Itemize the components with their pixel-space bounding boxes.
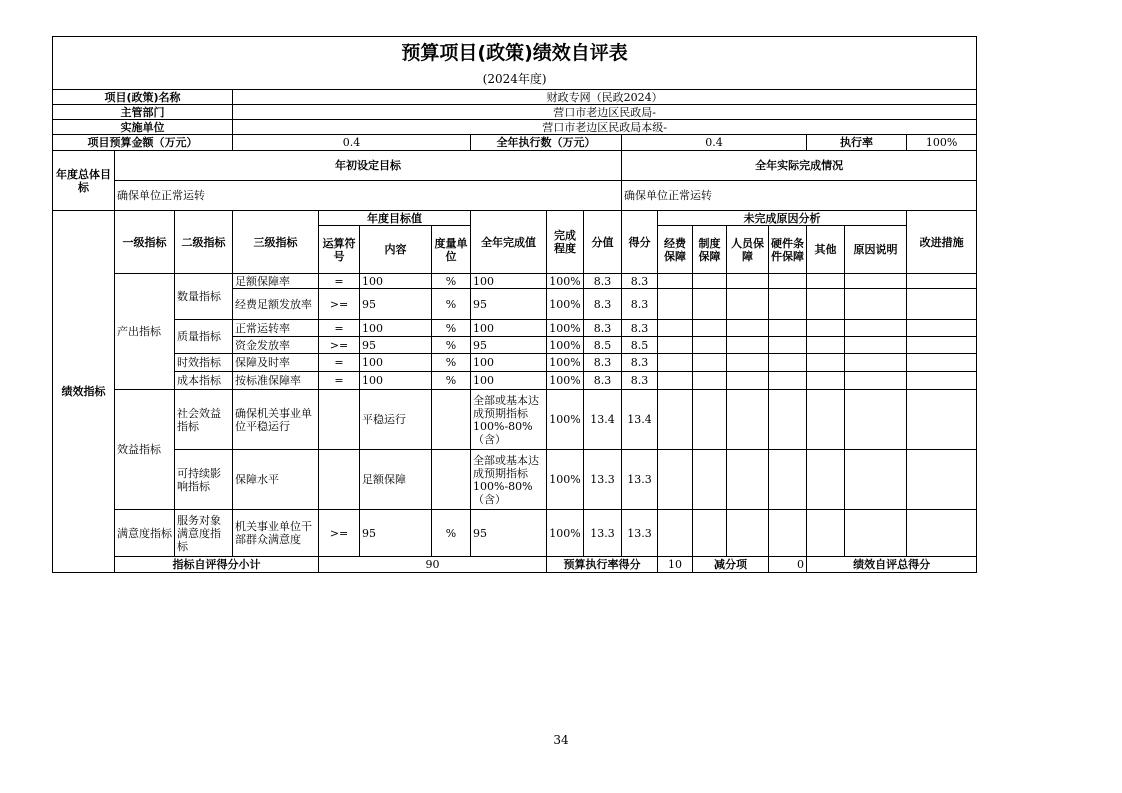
operator-cell: = — [319, 372, 360, 390]
deduction-value: 0 — [769, 557, 807, 573]
dept-label: 主管部门 — [53, 105, 233, 120]
score-cell: 8.3 — [622, 354, 658, 372]
content-cell: 平稳运行 — [360, 390, 432, 450]
score-value-cell: 8.5 — [584, 337, 622, 354]
header-reason-other: 其他 — [807, 226, 845, 274]
completion-cell: 100% — [547, 320, 584, 337]
unit-cell — [432, 450, 471, 510]
level3-cell: 正常运转率 — [233, 320, 319, 337]
score-cell: 8.3 — [622, 372, 658, 390]
level2-cell: 可持续影响指标 — [175, 450, 233, 510]
level3-cell: 保障及时率 — [233, 354, 319, 372]
form-title: 预算项目(政策)绩效自评表 — [53, 37, 977, 70]
header-completion: 完成程度 — [547, 211, 584, 274]
score-value-cell: 13.3 — [584, 450, 622, 510]
table-row — [53, 390, 977, 450]
score-value-cell: 8.3 — [584, 289, 622, 320]
done-cell: 100 — [471, 372, 547, 390]
done-cell: 100 — [471, 320, 547, 337]
header-reason-funding: 经费保障 — [658, 226, 693, 274]
self-evaluation-form — [52, 36, 977, 587]
header-operator: 运算符号 — [319, 226, 360, 274]
content-cell: 足额保障 — [360, 450, 432, 510]
header-reasons: 未完成原因分析 — [658, 211, 907, 226]
level3-cell: 按标准保障率 — [233, 372, 319, 390]
project-name-value: 财政专网（民政2024） — [233, 90, 977, 105]
level2-cell: 数量指标 — [175, 274, 233, 320]
header-reason-explain: 原因说明 — [845, 226, 907, 274]
completion-cell: 100% — [547, 354, 584, 372]
evaluation-table — [52, 36, 977, 573]
done-cell: 95 — [471, 510, 547, 557]
level2-cell: 服务对象满意度指标 — [175, 510, 233, 557]
budget-rate-score-value: 10 — [658, 557, 693, 573]
done-cell: 95 — [471, 289, 547, 320]
initial-goal-value: 确保单位正常运转 — [115, 181, 622, 211]
project-name-label: 项目(政策)名称 — [53, 90, 233, 105]
content-cell: 100 — [360, 274, 432, 289]
operator-cell: = — [319, 320, 360, 337]
done-cell: 95 — [471, 337, 547, 354]
score-value-cell: 8.3 — [584, 320, 622, 337]
unit-cell: % — [432, 274, 471, 289]
level3-cell: 资金发放率 — [233, 337, 319, 354]
subtotal-label: 指标自评得分小计 — [115, 557, 319, 573]
completion-cell: 100% — [547, 450, 584, 510]
level1-cell: 效益指标 — [115, 390, 175, 510]
table-row — [53, 450, 977, 510]
score-value-cell: 8.3 — [584, 372, 622, 390]
header-improve: 改进措施 — [907, 211, 977, 274]
content-cell: 100 — [360, 354, 432, 372]
content-cell: 95 — [360, 510, 432, 557]
done-cell: 100 — [471, 354, 547, 372]
score-value-cell: 8.3 — [584, 274, 622, 289]
operator-cell: = — [319, 274, 360, 289]
impl-unit-label: 实施单位 — [53, 120, 233, 135]
total-score-label: 绩效自评总得分 — [807, 557, 977, 573]
exec-amount-value: 0.4 — [622, 135, 807, 151]
actual-goal-value: 确保单位正常运转 — [622, 181, 977, 211]
level3-cell: 经费足额发放率 — [233, 289, 319, 320]
subtotal-value: 90 — [319, 557, 547, 573]
content-cell: 95 — [360, 289, 432, 320]
unit-cell: % — [432, 320, 471, 337]
score-cell: 8.3 — [622, 320, 658, 337]
score-cell: 8.5 — [622, 337, 658, 354]
table-row — [53, 320, 977, 337]
table-row — [53, 354, 977, 372]
score-cell: 8.3 — [622, 289, 658, 320]
completion-cell: 100% — [547, 510, 584, 557]
level3-cell: 保障水平 — [233, 450, 319, 510]
level2-cell: 社会效益指标 — [175, 390, 233, 450]
unit-cell: % — [432, 372, 471, 390]
table-row — [53, 510, 977, 557]
score-cell: 8.3 — [622, 274, 658, 289]
header-annual-target: 年度目标值 — [319, 211, 471, 226]
level3-cell: 足额保障率 — [233, 274, 319, 289]
score-cell: 13.3 — [622, 510, 658, 557]
header-reason-hardware: 硬件条件保障 — [769, 226, 807, 274]
header-reason-system: 制度保障 — [693, 226, 727, 274]
form-year: (2024年度) — [53, 70, 977, 90]
page-number: 34 — [553, 733, 569, 747]
level3-cell: 确保机关事业单位平稳运行 — [233, 390, 319, 450]
completion-cell: 100% — [547, 390, 584, 450]
completion-cell: 100% — [547, 289, 584, 320]
completion-cell: 100% — [547, 337, 584, 354]
dept-value: 营口市老边区民政局- — [233, 105, 977, 120]
operator-cell: = — [319, 354, 360, 372]
unit-cell: % — [432, 289, 471, 320]
unit-cell: % — [432, 337, 471, 354]
score-value-cell: 8.3 — [584, 354, 622, 372]
header-level2: 二级指标 — [175, 211, 233, 274]
level3-cell: 机关事业单位干部群众满意度 — [233, 510, 319, 557]
score-cell: 13.3 — [622, 450, 658, 510]
unit-cell — [432, 390, 471, 450]
score-value-cell: 13.4 — [584, 390, 622, 450]
header-score-value: 分值 — [584, 211, 622, 274]
operator-cell: >= — [319, 289, 360, 320]
operator-cell — [319, 450, 360, 510]
level2-cell: 成本指标 — [175, 372, 233, 390]
done-cell: 100 — [471, 274, 547, 289]
budget-rate-score-label: 预算执行率得分 — [547, 557, 658, 573]
level2-cell: 质量指标 — [175, 320, 233, 354]
operator-cell — [319, 390, 360, 450]
done-cell: 全部或基本达成预期指标100%-80%（含） — [471, 450, 547, 510]
actual-goal-header: 全年实际完成情况 — [622, 151, 977, 181]
exec-rate-value: 100% — [907, 135, 977, 151]
exec-rate-label: 执行率 — [807, 135, 907, 151]
header-content: 内容 — [360, 226, 432, 274]
score-cell: 13.4 — [622, 390, 658, 450]
completion-cell: 100% — [547, 274, 584, 289]
performance-indicators-label: 绩效指标 — [53, 211, 115, 573]
unit-cell: % — [432, 510, 471, 557]
content-cell: 100 — [360, 320, 432, 337]
done-cell: 全部或基本达成预期指标100%-80%（含） — [471, 390, 547, 450]
completion-cell: 100% — [547, 372, 584, 390]
header-score: 得分 — [622, 211, 658, 274]
table-row — [53, 274, 977, 289]
budget-amount-label: 项目预算金额（万元） — [53, 135, 233, 151]
table-row — [53, 372, 977, 390]
operator-cell: >= — [319, 337, 360, 354]
level1-cell: 产出指标 — [115, 274, 175, 390]
deduction-label: 减分项 — [693, 557, 769, 573]
header-reason-staff: 人员保障 — [727, 226, 769, 274]
header-level1: 一级指标 — [115, 211, 175, 274]
level2-cell: 时效指标 — [175, 354, 233, 372]
initial-goal-header: 年初设定目标 — [115, 151, 622, 181]
header-unit: 度量单位 — [432, 226, 471, 274]
operator-cell: >= — [319, 510, 360, 557]
impl-unit-value: 营口市老边区民政局本级- — [233, 120, 977, 135]
unit-cell: % — [432, 354, 471, 372]
score-value-cell: 13.3 — [584, 510, 622, 557]
content-cell: 100 — [360, 372, 432, 390]
budget-amount-value: 0.4 — [233, 135, 471, 151]
header-level3: 三级指标 — [233, 211, 319, 274]
level1-cell: 满意度指标 — [115, 510, 175, 557]
exec-amount-label: 全年执行数（万元） — [471, 135, 622, 151]
header-annual-done: 全年完成值 — [471, 211, 547, 274]
content-cell: 95 — [360, 337, 432, 354]
annual-goal-label: 年度总体目标 — [53, 151, 115, 211]
